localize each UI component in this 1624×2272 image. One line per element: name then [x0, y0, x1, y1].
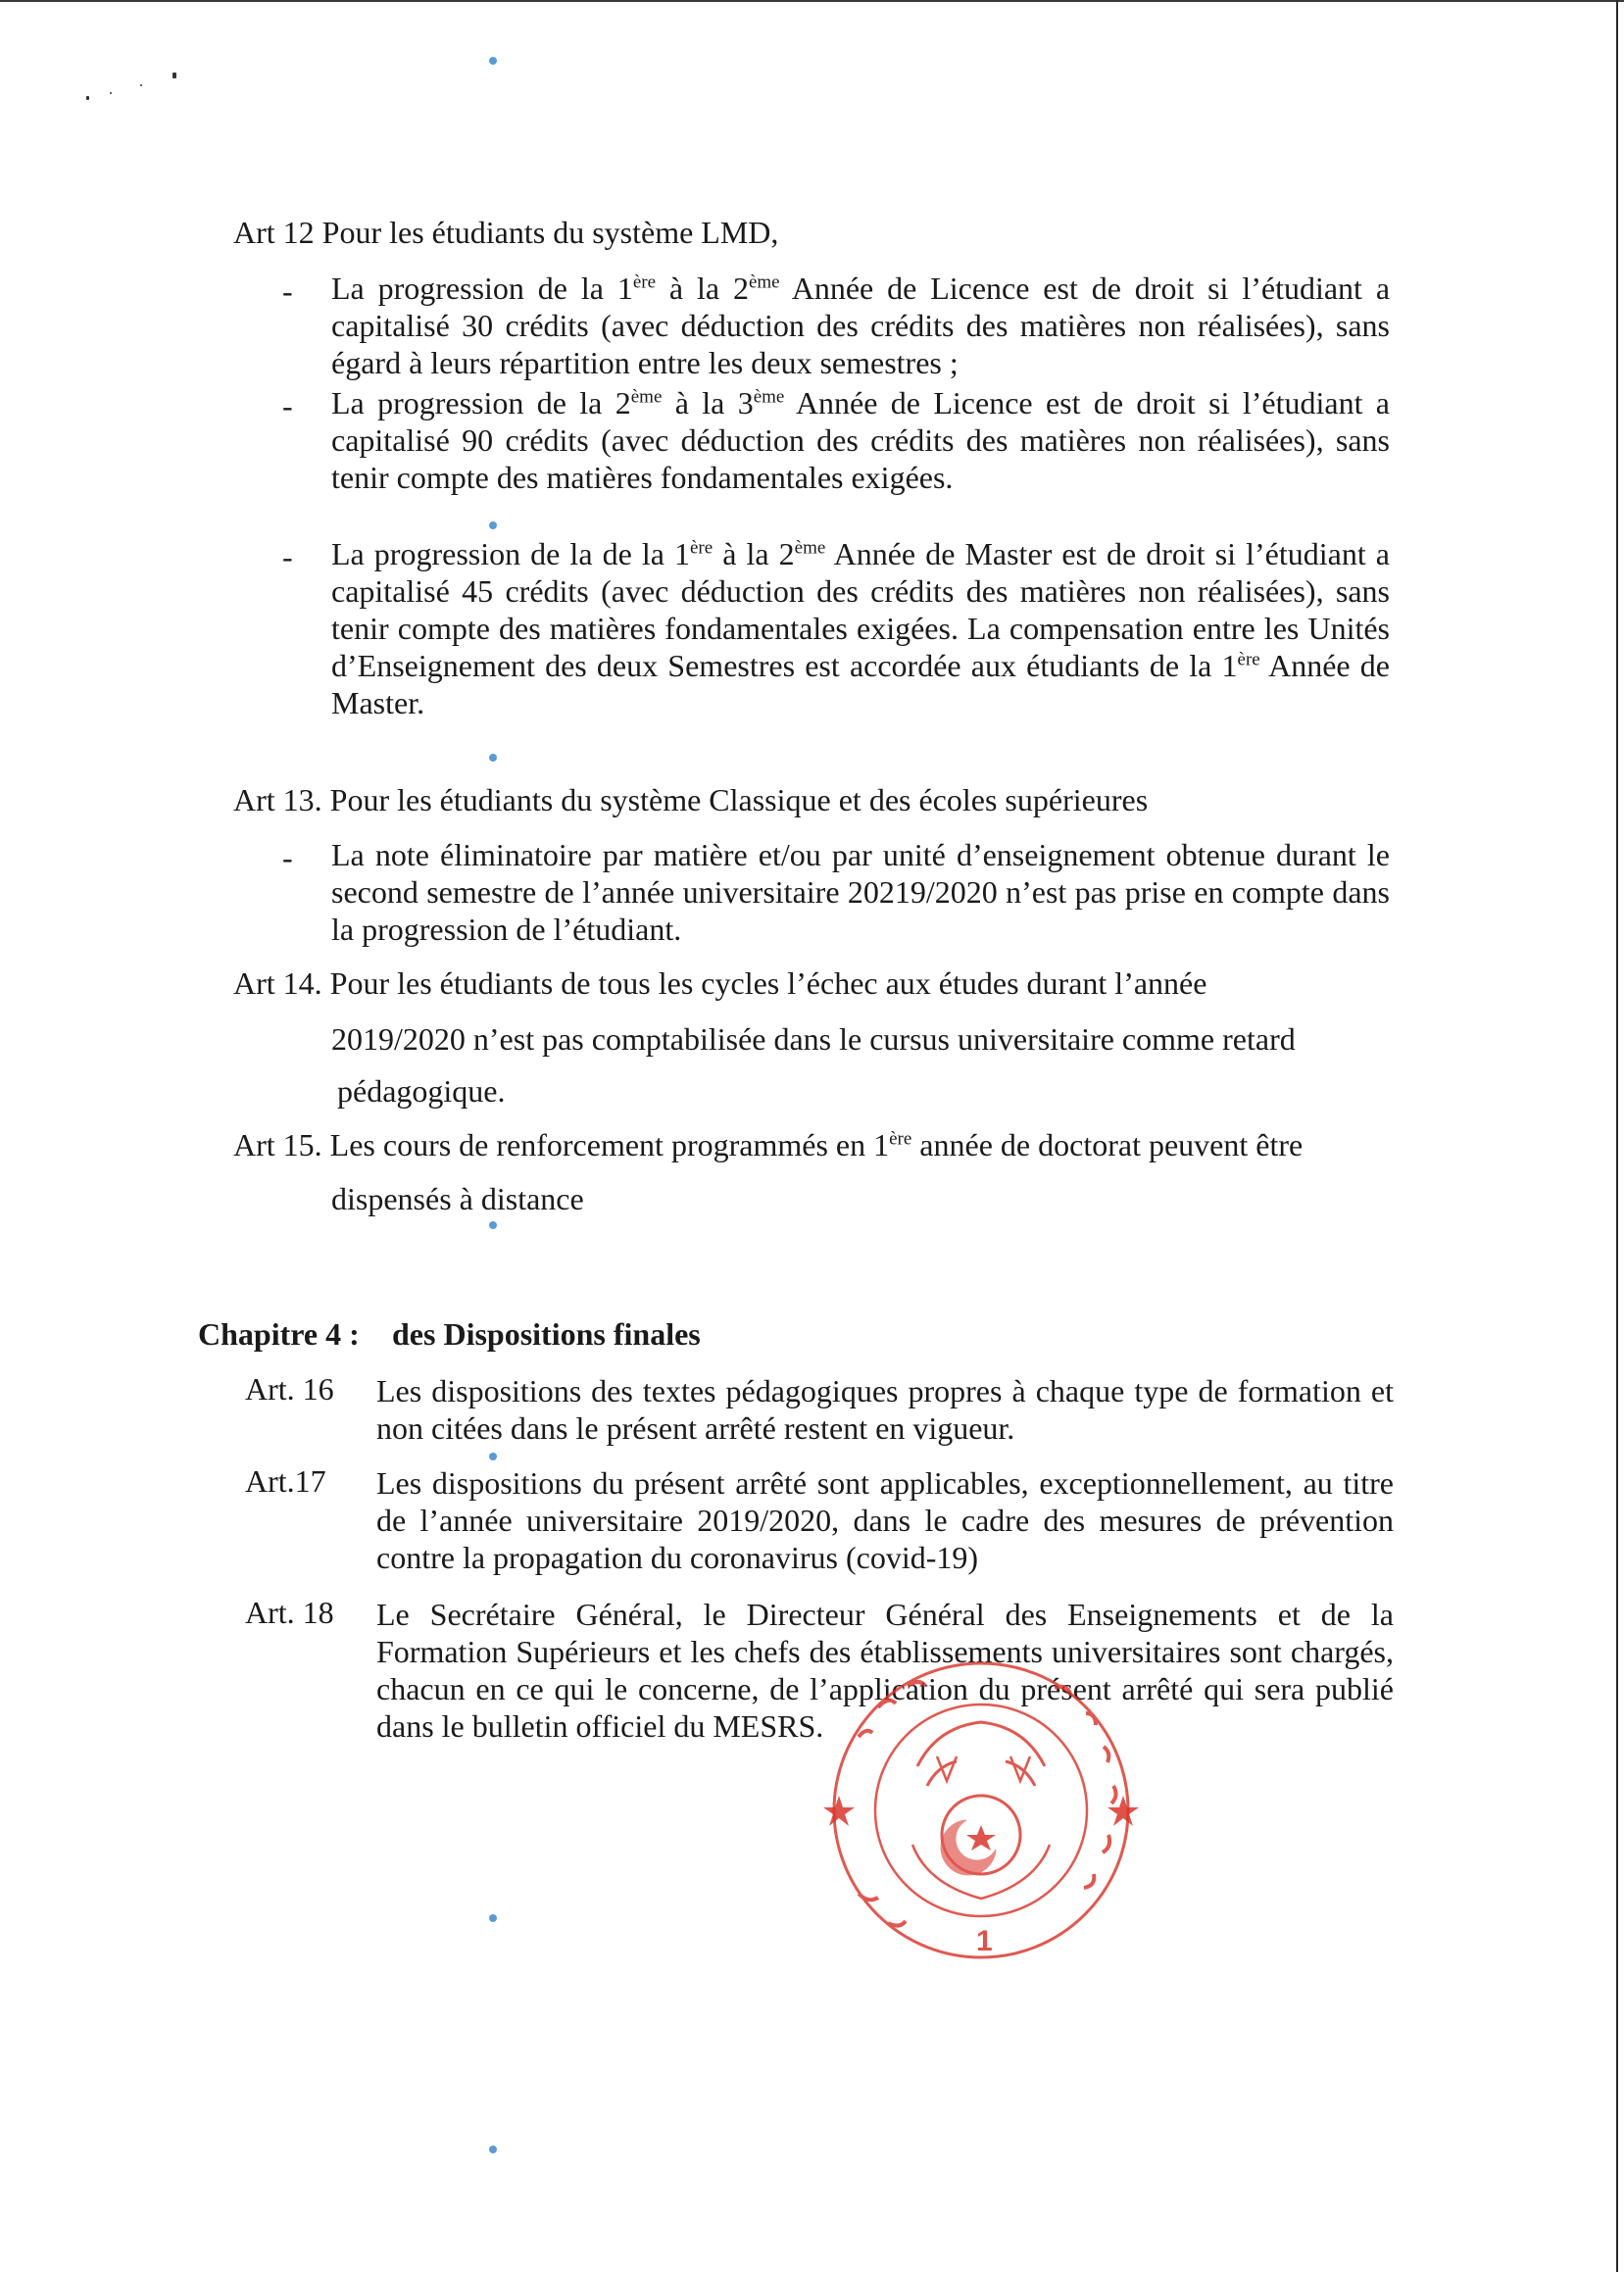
- scan-speck: [140, 84, 142, 86]
- scan-edge-top: [0, 0, 1624, 2]
- chapter-label: Chapitre 4 :: [198, 1316, 360, 1352]
- article-number: Art. 18: [245, 1595, 334, 1630]
- art15-line-1: Art 15. Les cours de renforcement programmés en 1ère année de doctorat peuvent être: [233, 1127, 1304, 1162]
- chapter-title: des Dispositions finales: [392, 1316, 701, 1352]
- art12-heading: Art 12 Pour les étudiants du système LMD,: [233, 215, 779, 250]
- art13-bullet-1: La note éliminatoire par matière et/ou par unité d’enseignement obtenue durant le second semestre de l’année universitaire 20219/2020 n’est pas prise en compte dans la progression de l’étudiant.: [331, 837, 1390, 947]
- art14-line-3: pédagogique.: [337, 1073, 506, 1109]
- bullet-dash: -: [282, 388, 293, 423]
- art12-bullet-1: La progression de la 1ère à la 2ème Année de Licence est de droit si l’étudiant a capitalisé 30 crédits (avec déduction des crédits des matières non réalisées), sans égard à leurs répartition entre les deux semestres ;: [331, 271, 1391, 380]
- art12-bullet-2: La progression de la 2ème à la 3ème Année de Licence est de droit si l’étudiant a capitalisé 90 crédits (avec déduction des crédits des matières non réalisées), sans tenir compte des matières fondamentales exigées.: [331, 385, 1391, 495]
- art14-line-1: Art 14. Pour les étudiants de tous les cycles l’échec aux études durant l’année: [233, 965, 1207, 1001]
- scan-edge-right: [1616, 0, 1618, 2272]
- scan-dot: [489, 57, 497, 65]
- article-text: Les dispositions du présent arrêté sont applicables, exceptionnellement, au titre de l’année universitaire 2019/2020, dans le cadre des mesures de prévention contre la propagation du coronavirus (covid-19): [376, 1465, 1394, 1575]
- scan-dot: [489, 521, 497, 529]
- stamp-number: 1: [976, 1925, 993, 1957]
- bullet-dash: -: [282, 840, 293, 875]
- art13-heading: Art 13. Pour les étudiants du système Classique et des écoles supérieures: [233, 782, 1149, 817]
- scan-dot: [489, 1221, 497, 1229]
- scan-dot: [489, 754, 497, 762]
- art12-bullet-3: La progression de la de la 1ère à la 2ème Année de Master est de droit si l’étudiant a capitalisé 45 crédits (avec déduction des crédits des matières non réalisées), sans tenir compte des matières fondamentales exigées. La compensation entre les Unités d’Enseignement des deux Semestres est accordée aux étudiants de la 1ère Année de Master.: [331, 536, 1391, 720]
- official-stamp: [819, 1649, 1143, 1972]
- art14-line-2: 2019/2020 n’est pas comptabilisée dans le cursus universitaire comme retard: [331, 1021, 1296, 1057]
- bullet-dash: -: [282, 539, 293, 574]
- article-text: Les dispositions des textes pédagogiques propres à chaque type de formation et non citées dans le présent arrêté restent en vigueur.: [376, 1373, 1394, 1446]
- art15-line-2: dispensés à distance: [331, 1181, 584, 1216]
- article-number: Art. 16: [245, 1371, 334, 1407]
- bullet-dash: -: [282, 273, 293, 309]
- scan-dot: [489, 1914, 497, 1922]
- scan-speck: [86, 96, 89, 100]
- scan-dot: [489, 2146, 497, 2153]
- article-text: Le Secrétaire Général, le Directeur Général des Enseignements et de la Formation Supérieurs et les chefs des établissements universitaires sont chargés, chacun en ce qui le concerne, de l’application du présent arrêté qui sera publié dans le bulletin officiel du MESRS.: [376, 1597, 1394, 1744]
- scan-dot: [489, 1453, 497, 1460]
- article-number: Art.17: [245, 1463, 326, 1499]
- scan-speck: [110, 92, 112, 94]
- scan-speck: [172, 73, 176, 78]
